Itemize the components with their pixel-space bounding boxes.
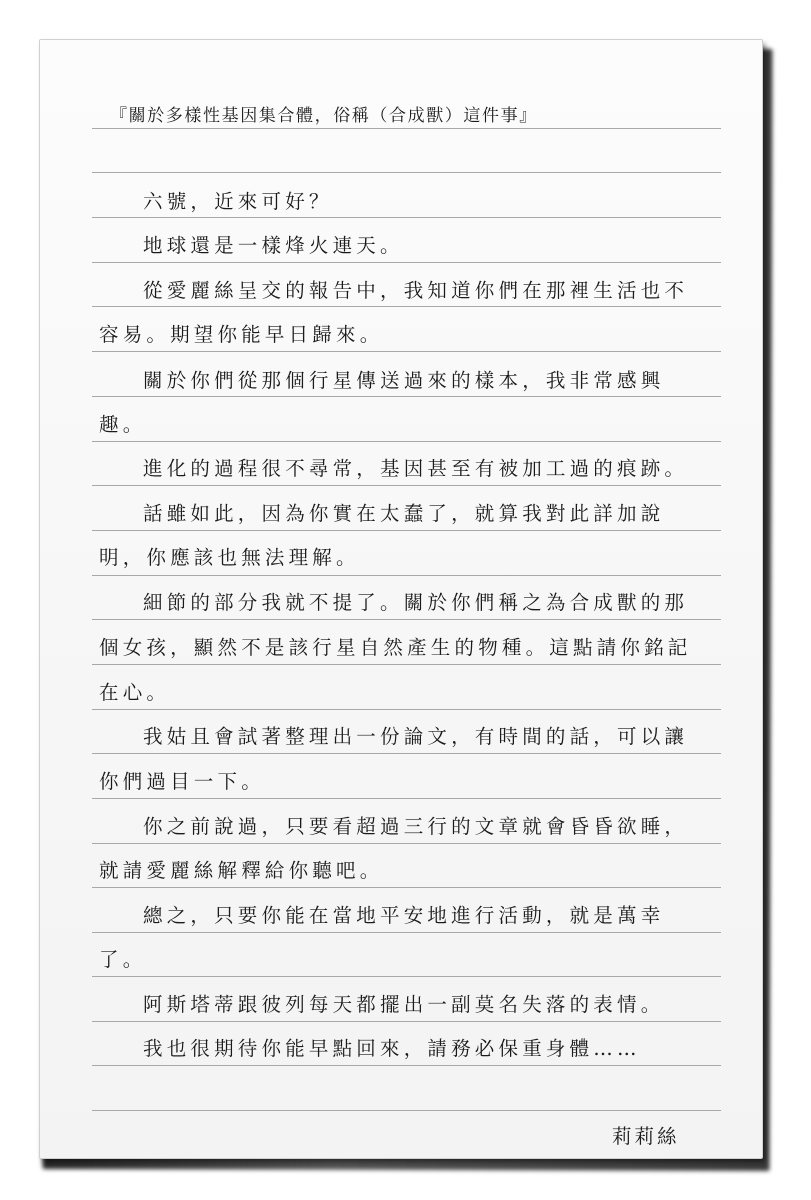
signature: 莉莉絲: [612, 1125, 680, 1148]
letter-line: 進化的過程很不尋常，基因甚至有被加工過的痕跡。: [143, 457, 689, 480]
letter-line: 在心。: [99, 681, 171, 704]
ruled-line: [92, 753, 721, 754]
letter-line: 六號，近來可好？: [143, 190, 333, 213]
letter-line: 就請愛麗絲解釋給你聽吧。: [99, 859, 384, 882]
letter-line: 容易。期望你能早日歸來。: [99, 323, 384, 346]
ruled-line: [92, 262, 721, 263]
letter-line: 你們過目一下。: [99, 770, 265, 793]
letter-line: 話雖如此，因為你實在太蠢了，就算我對此詳加說: [143, 502, 665, 525]
letter-line: 個女孩，顯然不是該行星自然產生的物種。這點請你銘記: [99, 636, 692, 659]
ruled-line: [92, 396, 721, 397]
ruled-line: [92, 485, 721, 486]
ruled-line: [92, 128, 721, 129]
letter-line: 了。: [99, 948, 147, 971]
letter-line: 從愛麗絲呈交的報告中，我知道你們在那裡生活也不: [143, 279, 689, 302]
ruled-line: [92, 306, 721, 307]
letter-line: 細節的部分我就不提了。關於你們稱之為合成獸的那: [143, 591, 689, 614]
letter-line: 你之前說過，只要看超過三行的文章就會昏昏欲睡，: [143, 815, 689, 838]
ruled-line: [92, 932, 721, 933]
letter-line: 阿斯塔蒂跟彼列每天都擺出一副莫名失落的表情。: [143, 993, 665, 1016]
letter-line: 我也很期待你能早點回來，請務必保重身體……: [143, 1037, 641, 1060]
ruled-line: [92, 843, 721, 844]
ruled-line: [92, 1065, 721, 1066]
ruled-line: [92, 664, 721, 665]
ruled-line: [92, 976, 721, 977]
ruled-line: [92, 172, 721, 173]
ruled-line: [92, 1110, 721, 1111]
ruled-line: [92, 1021, 721, 1022]
letter-line: 明，你應該也無法理解。: [99, 546, 360, 569]
ruled-line: [92, 887, 721, 888]
letter-line: 地球還是一樣烽火連天。: [143, 234, 404, 257]
letter-line: 我姑且會試著整理出一份論文，有時間的話，可以讓: [143, 725, 689, 748]
letter-line: 關於你們從那個行星傳送過來的樣本，我非常感興: [143, 369, 665, 392]
letter-line: 趣。: [99, 413, 147, 436]
ruled-line: [92, 441, 721, 442]
letter-title: 『關於多樣性基因集合體，俗稱（合成獸）這件事』: [110, 106, 538, 126]
ruled-line: [92, 709, 721, 710]
ruled-line: [92, 351, 721, 352]
ruled-line: [92, 575, 721, 576]
ruled-line: [92, 530, 721, 531]
ruled-line: [92, 217, 721, 218]
ruled-line: [92, 619, 721, 620]
letter-line: 總之，只要你能在當地平安地進行活動，就是萬幸: [143, 904, 665, 927]
ruled-line: [92, 798, 721, 799]
